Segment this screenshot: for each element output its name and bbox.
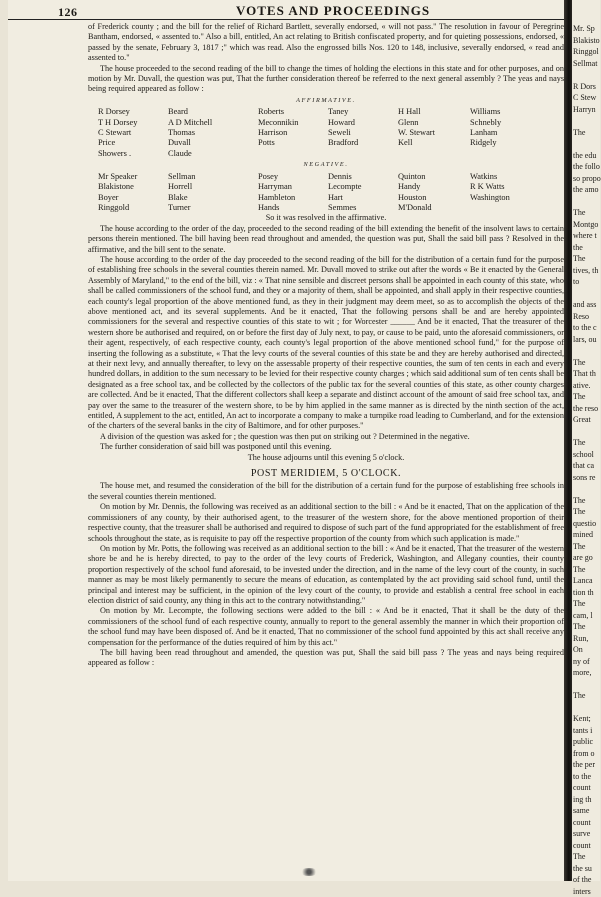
member-name: Taney (328, 107, 398, 117)
right-page-fragment (572, 426, 600, 438)
member-name: T H Dorsey (98, 118, 168, 128)
member-name: Harryman (258, 182, 328, 192)
right-page-fragment: mined (572, 529, 600, 541)
right-page-fragment: that ca (572, 460, 600, 472)
affirmative-label: AFFIRMATIVE. (88, 96, 564, 106)
member-name: Ridgely (470, 138, 540, 148)
resolved-line: So it was resolved in the affirmative. (88, 213, 564, 223)
right-page-fragment: Great (572, 414, 600, 426)
right-page-fragment: count (572, 817, 600, 829)
right-page-fragment: inters (572, 886, 600, 897)
right-page-fragment: Lanca (572, 575, 600, 587)
right-page-fragment: count (572, 782, 600, 794)
paragraph: The further consideration of said bill was postponed until this evening. (88, 442, 564, 452)
page-number: 126 (58, 5, 78, 20)
member-name: Hambleton (258, 193, 328, 203)
member-name: Sellman (168, 172, 258, 182)
right-page-fragment: Montgo (572, 219, 600, 231)
left-page (8, 0, 564, 881)
paragraph: On motion by Mr. Dennis, the following was received as an additional section to the bill : « And be it enacted, That on the application of the commissioners of any county, by their authorised agent, to the treasurer of the western shore, for the above mentioned proportion of their respective county, that the treasurer shall be authorised and required to dispose of such part of the fund appropriated for the establishment of free schools throughout the state, as is requisite to pay off the respective proportion of the county from which such application is made." (88, 502, 564, 544)
member-name: Blakistone (98, 182, 168, 192)
right-page-fragment: of the (572, 874, 600, 886)
right-page-fragment: tives, th (572, 265, 600, 277)
right-page-fragment: the reso (572, 403, 600, 415)
member-name: Lecompte (328, 182, 398, 192)
member-name: R K Watts (470, 182, 540, 192)
paragraph: On motion by Mr. Lecompte, the following sections were added to the bill : « And be it enacted, That it shall be the duty of the commissioners of the school fund of each respective county, annually to report to the general assembly the manner in which their proportion of the school fund may have been disposed of. And be it enacted, That no commissioner of the school fund appointed by this act shall receive any compensation for the performance of the duties required of him by this act." (88, 606, 564, 648)
right-page-fragment: school (572, 449, 600, 461)
member-name: R Dorsey (98, 107, 168, 117)
member-name: Hart (328, 193, 398, 203)
member-name: Boyer (98, 193, 168, 203)
right-page-fragment (572, 679, 600, 691)
right-page-fragment: The (572, 690, 600, 702)
member-name: Seweli (328, 128, 398, 138)
paragraph: A division of the question was asked for ; the question was then put on striking out ? Determined in the negative. (88, 432, 564, 442)
member-name: Watkins (470, 172, 540, 182)
member-name: Harrison (258, 128, 328, 138)
member-name (470, 203, 540, 213)
right-page-fragment: lars, ou (572, 334, 600, 346)
right-page-fragment: the per (572, 759, 600, 771)
right-page-fragment (572, 483, 600, 495)
right-page-fragment: Blakisto (572, 35, 600, 47)
right-page-fragment: The (572, 621, 600, 633)
right-page-fragment: count (572, 840, 600, 852)
member-name: H Hall (398, 107, 470, 117)
member-name: Lanham (470, 128, 540, 138)
right-page-fragment: cam, l (572, 610, 600, 622)
right-page-fragment: The (572, 391, 600, 403)
right-page-fragment: where t (572, 230, 600, 242)
right-page-fragment: more, (572, 667, 600, 679)
running-title: VOTES AND PROCEEDINGS (236, 3, 430, 19)
member-name (398, 149, 470, 159)
affirmative-names (98, 107, 564, 159)
right-page-fragment: Run, (572, 633, 600, 645)
right-page-fragment: the edu (572, 150, 600, 162)
right-page-fragment (572, 69, 600, 81)
right-page-fragment: The (572, 495, 600, 507)
right-page-fragment: Kent; (572, 713, 600, 725)
printer-ornament-icon (300, 868, 318, 876)
right-page-fragment (572, 288, 600, 300)
member-name: W. Stewart (398, 128, 470, 138)
right-page-fragment: questio (572, 518, 600, 530)
right-page-fragment: That th (572, 368, 600, 380)
right-page-fragment: R Dors (572, 81, 600, 93)
member-name: Semmes (328, 203, 398, 213)
right-page-fragment: the su (572, 863, 600, 875)
right-page-fragment: ny of (572, 656, 600, 668)
right-page-fragment: The (572, 851, 600, 863)
member-name: Horrell (168, 182, 258, 192)
book-gutter (564, 0, 572, 881)
right-page-fragment: Mr. Sp (572, 23, 600, 35)
right-page-fragment (572, 115, 600, 127)
member-name: Schnebly (470, 118, 540, 128)
right-page-fragment: to the c (572, 322, 600, 334)
section-title: POST MERIDIEM, 5 O'CLOCK. (88, 469, 564, 479)
member-name: A D Mitchell (168, 118, 258, 128)
right-page-fragment (572, 12, 600, 24)
member-name: Mr Speaker (98, 172, 168, 182)
right-page-fragment: On (572, 644, 600, 656)
right-page-fragment: C Stew (572, 92, 600, 104)
paragraph: of Frederick county ; and the bill for the relief of Richard Bartlett, severally endorsed, « will not pass." The resolution in favour of Peregrine Bantham, endorsed, « assented to." Also a bill, entitled, An act relating to British confiscated property, and for quieting possessions, endorsed, « passed by the senate, February 3, 1817 ;" which was read. Also the engrossed bills Nos. 120 to 148, inclusive, severally endorsed, « read and assented to." (88, 22, 564, 64)
member-name: Thomas (168, 128, 258, 138)
right-page-fragment: same (572, 805, 600, 817)
right-page-fragment: The (572, 437, 600, 449)
member-name: Washington (470, 193, 540, 203)
member-name: Posey (258, 172, 328, 182)
paragraph: The house proceeded to the second reading of the bill to change the times of holding the elections in this state and for other purposes, and on motion by Mr. Duvall, the question was put, That the further consideration thereof be referred to the next general assembly ? The yeas and nays being required appeared as follow : (88, 64, 564, 95)
right-page-fragment: The (572, 564, 600, 576)
member-name: Ringgold (98, 203, 168, 213)
right-page-fragment: The (572, 127, 600, 139)
member-name: Williams (470, 107, 540, 117)
right-page-edge (572, 0, 600, 881)
member-name (258, 149, 328, 159)
member-name: Kell (398, 138, 470, 148)
paragraph: The house according to the order of the day proceeded to the second reading of the bill for the distribution of a certain fund for the purpose of establishing free schools in the several counties therein named. Mr. Duvall moved to strike out after the words « Be it enacted by the General Assembly of Maryland," to the end of the bill, viz : « That nine sensible and discreet persons shall be appointed in each county of this state, who shall be called commissioners of the school fund, and they or a majority of them, shall be appointed, and shall apply in their respective counties, each county's legal proportion of the above mentioned fund, as they in their judgment may deem meet, so as to accomplish the objects of the above mentioned act, and its several supplements. And be it enacted, That the following persons shall be and are hereby appointed commissioners for the several and respective counties of this state to wit ; for Worcester ______ And be it enacted, That the treasurer of the western shore be authorised and required, on or before the first day of July next, to pay, or cause to be paid, unto the aforesaid commissioners, or their agent, respectively, of each respective county, each county's legal proportion of the above mentioned school fund," for the purpose of inserting the following as a substitute, « That the levy courts of the several counties of this state be and they are hereby authorised and directed, at their next levy, and annually thereafter, to levy on the assessable property of their respective counties, the sum of ten cents in each and every hundred dollars, in addition to the sum necessary to be levied for their respective county charges ; which said additional sum of ten cents shall be designated as a free school tax, and be collected by the collectors of the public tax for the several counties of this state, as other county charges are collected. And be it enacted, That the different collectors shall keep a separate and distinct account of the amount of said free school tax, and pay over the same to the treasurer of the western shore, to be by him applied in the same manner as is directed by the ninth section of the act, entitled, A supplement to the act, entitled, An act to incorporate a company to make a turnpike road leading to Cumberland, and for the extension of the charters of the several banks in the city of Baltimore, and for other purposes." (88, 255, 564, 432)
member-name: Price (98, 138, 168, 148)
member-name: Beard (168, 107, 258, 117)
right-page-fragment: so propo (572, 173, 600, 185)
right-page-fragment: Sellmat (572, 58, 600, 70)
right-page-fragment: the (572, 242, 600, 254)
adjourn-line: The house adjourns until this evening 5 o'clock. (88, 453, 564, 463)
right-page-fragment: Harryn (572, 104, 600, 116)
right-page-fragment: Ringgol (572, 46, 600, 58)
right-page-fragment (572, 702, 600, 714)
member-name: Turner (168, 203, 258, 213)
right-page-fragment: the follo (572, 161, 600, 173)
right-page-fragment: surve (572, 828, 600, 840)
member-name: Hands (258, 203, 328, 213)
paragraph: The bill having been read throughout and amended, the question was put, Shall the said bill pass ? The yeas and nays being required appeared as follow : (88, 648, 564, 669)
right-page-fragment: The (572, 598, 600, 610)
member-name: Dennis (328, 172, 398, 182)
member-name: Roberts (258, 107, 328, 117)
right-page-fragment: The (572, 357, 600, 369)
member-name: Meconnikin (258, 118, 328, 128)
right-page-fragment: The (572, 253, 600, 265)
member-name: Houston (398, 193, 470, 203)
member-name: Bradford (328, 138, 398, 148)
member-name: Blake (168, 193, 258, 203)
right-page-fragment: The (572, 541, 600, 553)
page-header (8, 3, 564, 20)
right-page-fragment: tants i (572, 725, 600, 737)
member-name: Glenn (398, 118, 470, 128)
right-page-fragment: are go (572, 552, 600, 564)
member-name: C Stewart (98, 128, 168, 138)
right-page-fragment: the amo (572, 184, 600, 196)
member-name: Duvall (168, 138, 258, 148)
member-name: Quinton (398, 172, 470, 182)
right-page-fragment: ing th (572, 794, 600, 806)
right-page-fragment: ative. (572, 380, 600, 392)
right-page-fragment: to the (572, 771, 600, 783)
right-page-fragment (572, 0, 600, 12)
member-name: Howard (328, 118, 398, 128)
member-name: Claude (168, 149, 258, 159)
right-page-fragment: Reso (572, 311, 600, 323)
negative-names (98, 172, 564, 214)
right-page-fragment: and ass (572, 299, 600, 311)
right-page-fragment: public (572, 736, 600, 748)
right-page-fragment: to (572, 276, 600, 288)
paragraph: On motion by Mr. Potts, the following was received as an additional section to the bill : « And be it enacted, That the treasurer of the western shore be and he is hereby directed, to pay to the order of the levy courts of Frederick, Washington, and Allegany counties, their county proportion respectively of the school fund aforesaid, to be invested under the direction, and in the name of the levy court of the county, in such manner as may be most likely permanently to secure the means of education, as contemplated by the act providing said school fund, until the principal and interest may be sufficient, in the opinion of the levy court of the county, to provide and establish a central free school in each election district of said county, any thing in this act to the contrary notwithstanding." (88, 544, 564, 606)
right-page-fragment: tion th (572, 587, 600, 599)
right-page-fragment: The (572, 506, 600, 518)
member-name (470, 149, 540, 159)
member-name: Handy (398, 182, 470, 192)
right-page-fragment: from o (572, 748, 600, 760)
paragraph: The house according to the order of the day, proceeded to the second reading of the bill extending the benefit of the insolvent laws to certain persons therein mentioned. The bill having been read throughout and amended, the question was put, Shall the said bill pass ? Resolved in the affirmative, and the bill sent to the senate. (88, 224, 564, 255)
member-name: M'Donald (398, 203, 470, 213)
body-text (88, 22, 564, 669)
paragraph: The house met, and resumed the consideration of the bill for the distribution of a certain fund for the purpose of establishing free schools in the several counties therein mentioned. (88, 481, 564, 502)
member-name: Potts (258, 138, 328, 148)
right-page-fragment (572, 138, 600, 150)
right-page-fragment (572, 196, 600, 208)
right-page-fragment: The (572, 207, 600, 219)
right-page-fragment: sons re (572, 472, 600, 484)
member-name: Showers . (98, 149, 168, 159)
right-page-fragment (572, 345, 600, 357)
negative-label: NEGATIVE. (88, 160, 564, 170)
member-name (328, 149, 398, 159)
